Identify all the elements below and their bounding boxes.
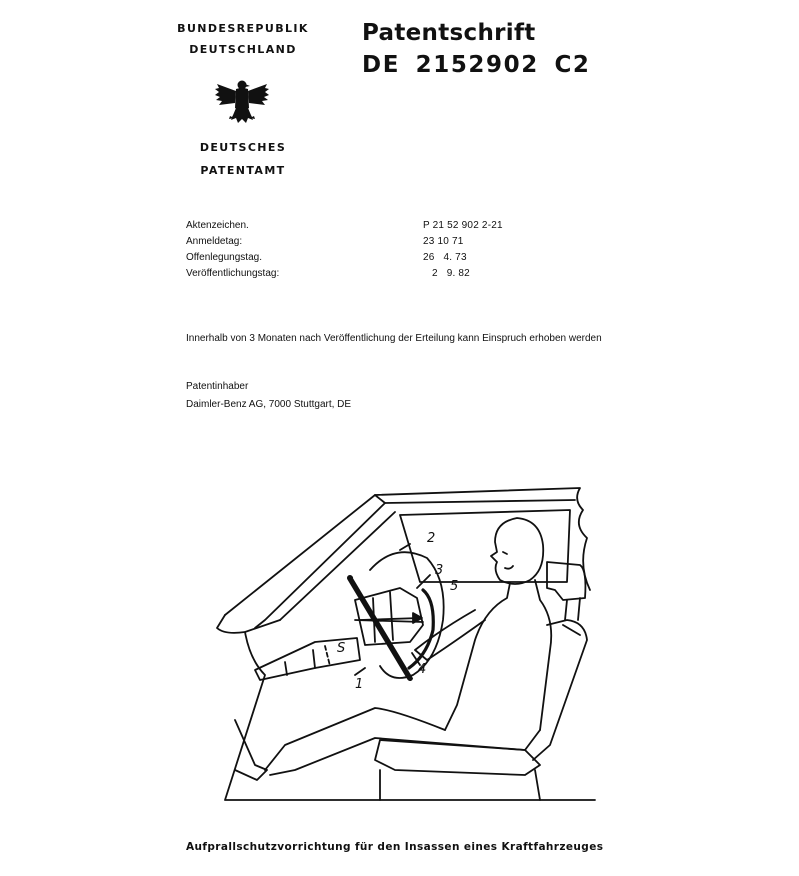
figure-label-1: 1 [355,677,364,692]
seat-back [533,620,587,760]
figure-label-5: 5 [450,579,459,594]
figure-label-2: 2 [427,531,436,546]
holder-name: Daimler-Benz AG, 7000 Stuttgart, DE [186,399,352,410]
holder-heading: Patentinhaber [186,381,249,392]
document-type: Patentschrift [362,20,536,46]
figure-label-4: 4 [418,662,427,677]
seat-cushion [375,740,540,775]
document-number: DE 2152902 C2 [362,52,591,78]
office-line-4: PATENTAMT [200,164,286,177]
occupant-torso [445,583,510,730]
occupant-leg [265,708,445,770]
field-value-file-number: P 21 52 902 2-21 [423,220,503,231]
patent-drawing [195,470,605,820]
dashboard [217,615,280,633]
patent-title: Aufprallschutzvorrichtung für den Insassen eines Kraftfahrzeuges [186,841,604,853]
occupant-head [491,518,543,584]
office-block-lower [168,141,318,177]
figure-label-3: 3 [435,563,444,578]
office-line-1: BUNDESREPUBLIK [177,22,309,35]
field-value-filing-date: 23 10 71 [423,236,464,247]
field-value-publication-date: 2 9. 82 [432,268,470,279]
figure-label-s: S [337,641,346,656]
office-line-3: DEUTSCHES [199,141,287,154]
bibliographic-values [423,220,503,284]
field-label-filing-date: Anmeldetag: [186,236,243,247]
field-value-laid-open-date: 26 4. 73 [423,252,467,263]
office-line-2: DEUTSCHLAND [189,43,297,56]
opposition-notice: Innerhalb von 3 Monaten nach Veröffentlichung der Erteilung kann Einspruch erhoben werden [186,333,602,344]
field-label-laid-open-date: Offenlegungstag. [186,252,262,263]
field-label-publication-date: Veröffentlichungstag: [186,268,280,279]
federal-eagle-icon [214,78,270,132]
bibliographic-labels [186,220,279,284]
side-window [400,510,570,582]
office-block [168,22,318,56]
field-label-file-number: Aktenzeichen. [186,220,249,231]
